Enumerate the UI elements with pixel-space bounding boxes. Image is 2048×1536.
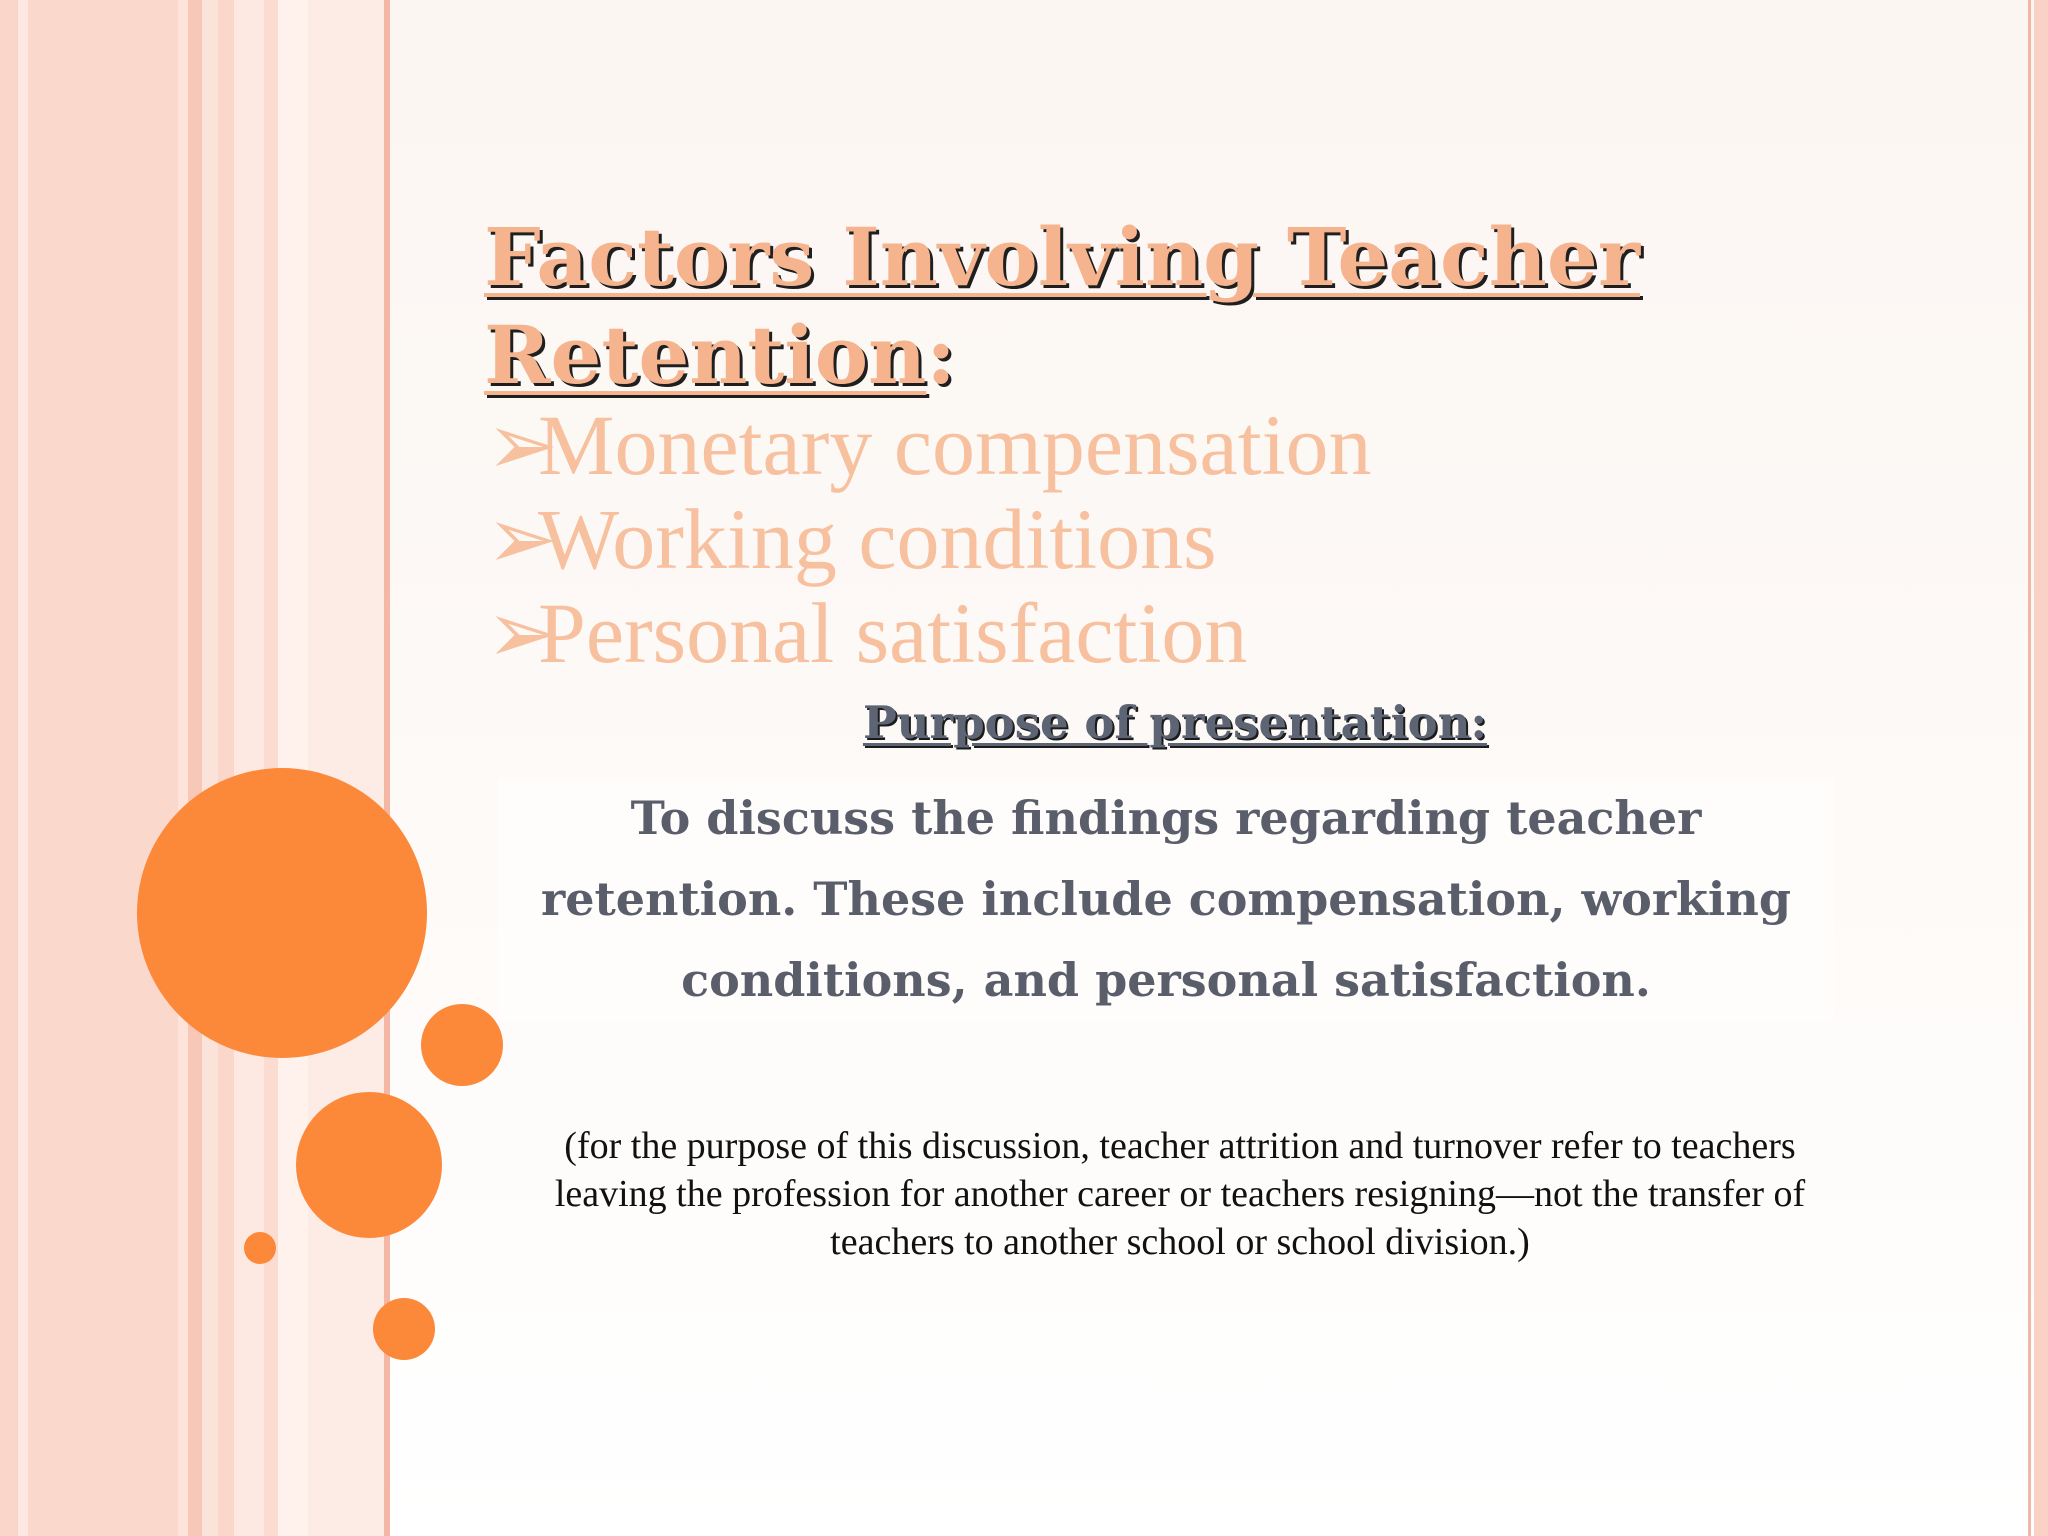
purpose-body: To discuss the findings regarding teacher retention. These include compensation, working conditions, and personal satisfaction. bbox=[498, 778, 1834, 1021]
bullet-text: Personal satisfaction bbox=[538, 585, 1248, 681]
tiny-circle bbox=[244, 1232, 276, 1264]
title-line-1: Factors Involving Teacher bbox=[484, 210, 1640, 304]
definition-note: (for the purpose of this discussion, teacher attrition and turnover refer to teachers leaving the profession for another career or teachers resigning—not the transfer of teachers to another school or school division.) bbox=[554, 1125, 1806, 1263]
stripe bbox=[218, 0, 234, 1536]
large-circle bbox=[137, 768, 427, 1058]
factor-list bbox=[486, 398, 1372, 680]
stripe bbox=[202, 0, 218, 1536]
stripe bbox=[178, 0, 188, 1536]
title-colon: : bbox=[926, 308, 956, 402]
stripe bbox=[2028, 0, 2031, 1536]
bullet-text: Working conditions bbox=[538, 491, 1217, 587]
purpose-heading: Purpose of presentation: bbox=[862, 696, 1488, 749]
list-item bbox=[486, 492, 1372, 586]
stripe bbox=[308, 0, 384, 1536]
stripe bbox=[18, 0, 28, 1536]
arrow-bullet-icon: ➢ bbox=[486, 397, 559, 493]
bullet-text: Monetary compensation bbox=[538, 397, 1372, 493]
arrow-bullet-icon: ➢ bbox=[486, 585, 559, 681]
title-line-2: Retention bbox=[484, 308, 927, 402]
stripe bbox=[188, 0, 202, 1536]
slide-title bbox=[484, 208, 1724, 404]
small-circle bbox=[421, 1004, 503, 1086]
arrow-bullet-icon: ➢ bbox=[486, 491, 559, 587]
stripe bbox=[2034, 0, 2048, 1536]
list-item bbox=[486, 586, 1372, 680]
medium-circle bbox=[296, 1092, 442, 1238]
small-circle bbox=[373, 1298, 435, 1360]
stripe bbox=[28, 0, 178, 1536]
list-item bbox=[486, 398, 1372, 492]
stripe bbox=[234, 0, 264, 1536]
stripe bbox=[0, 0, 18, 1536]
